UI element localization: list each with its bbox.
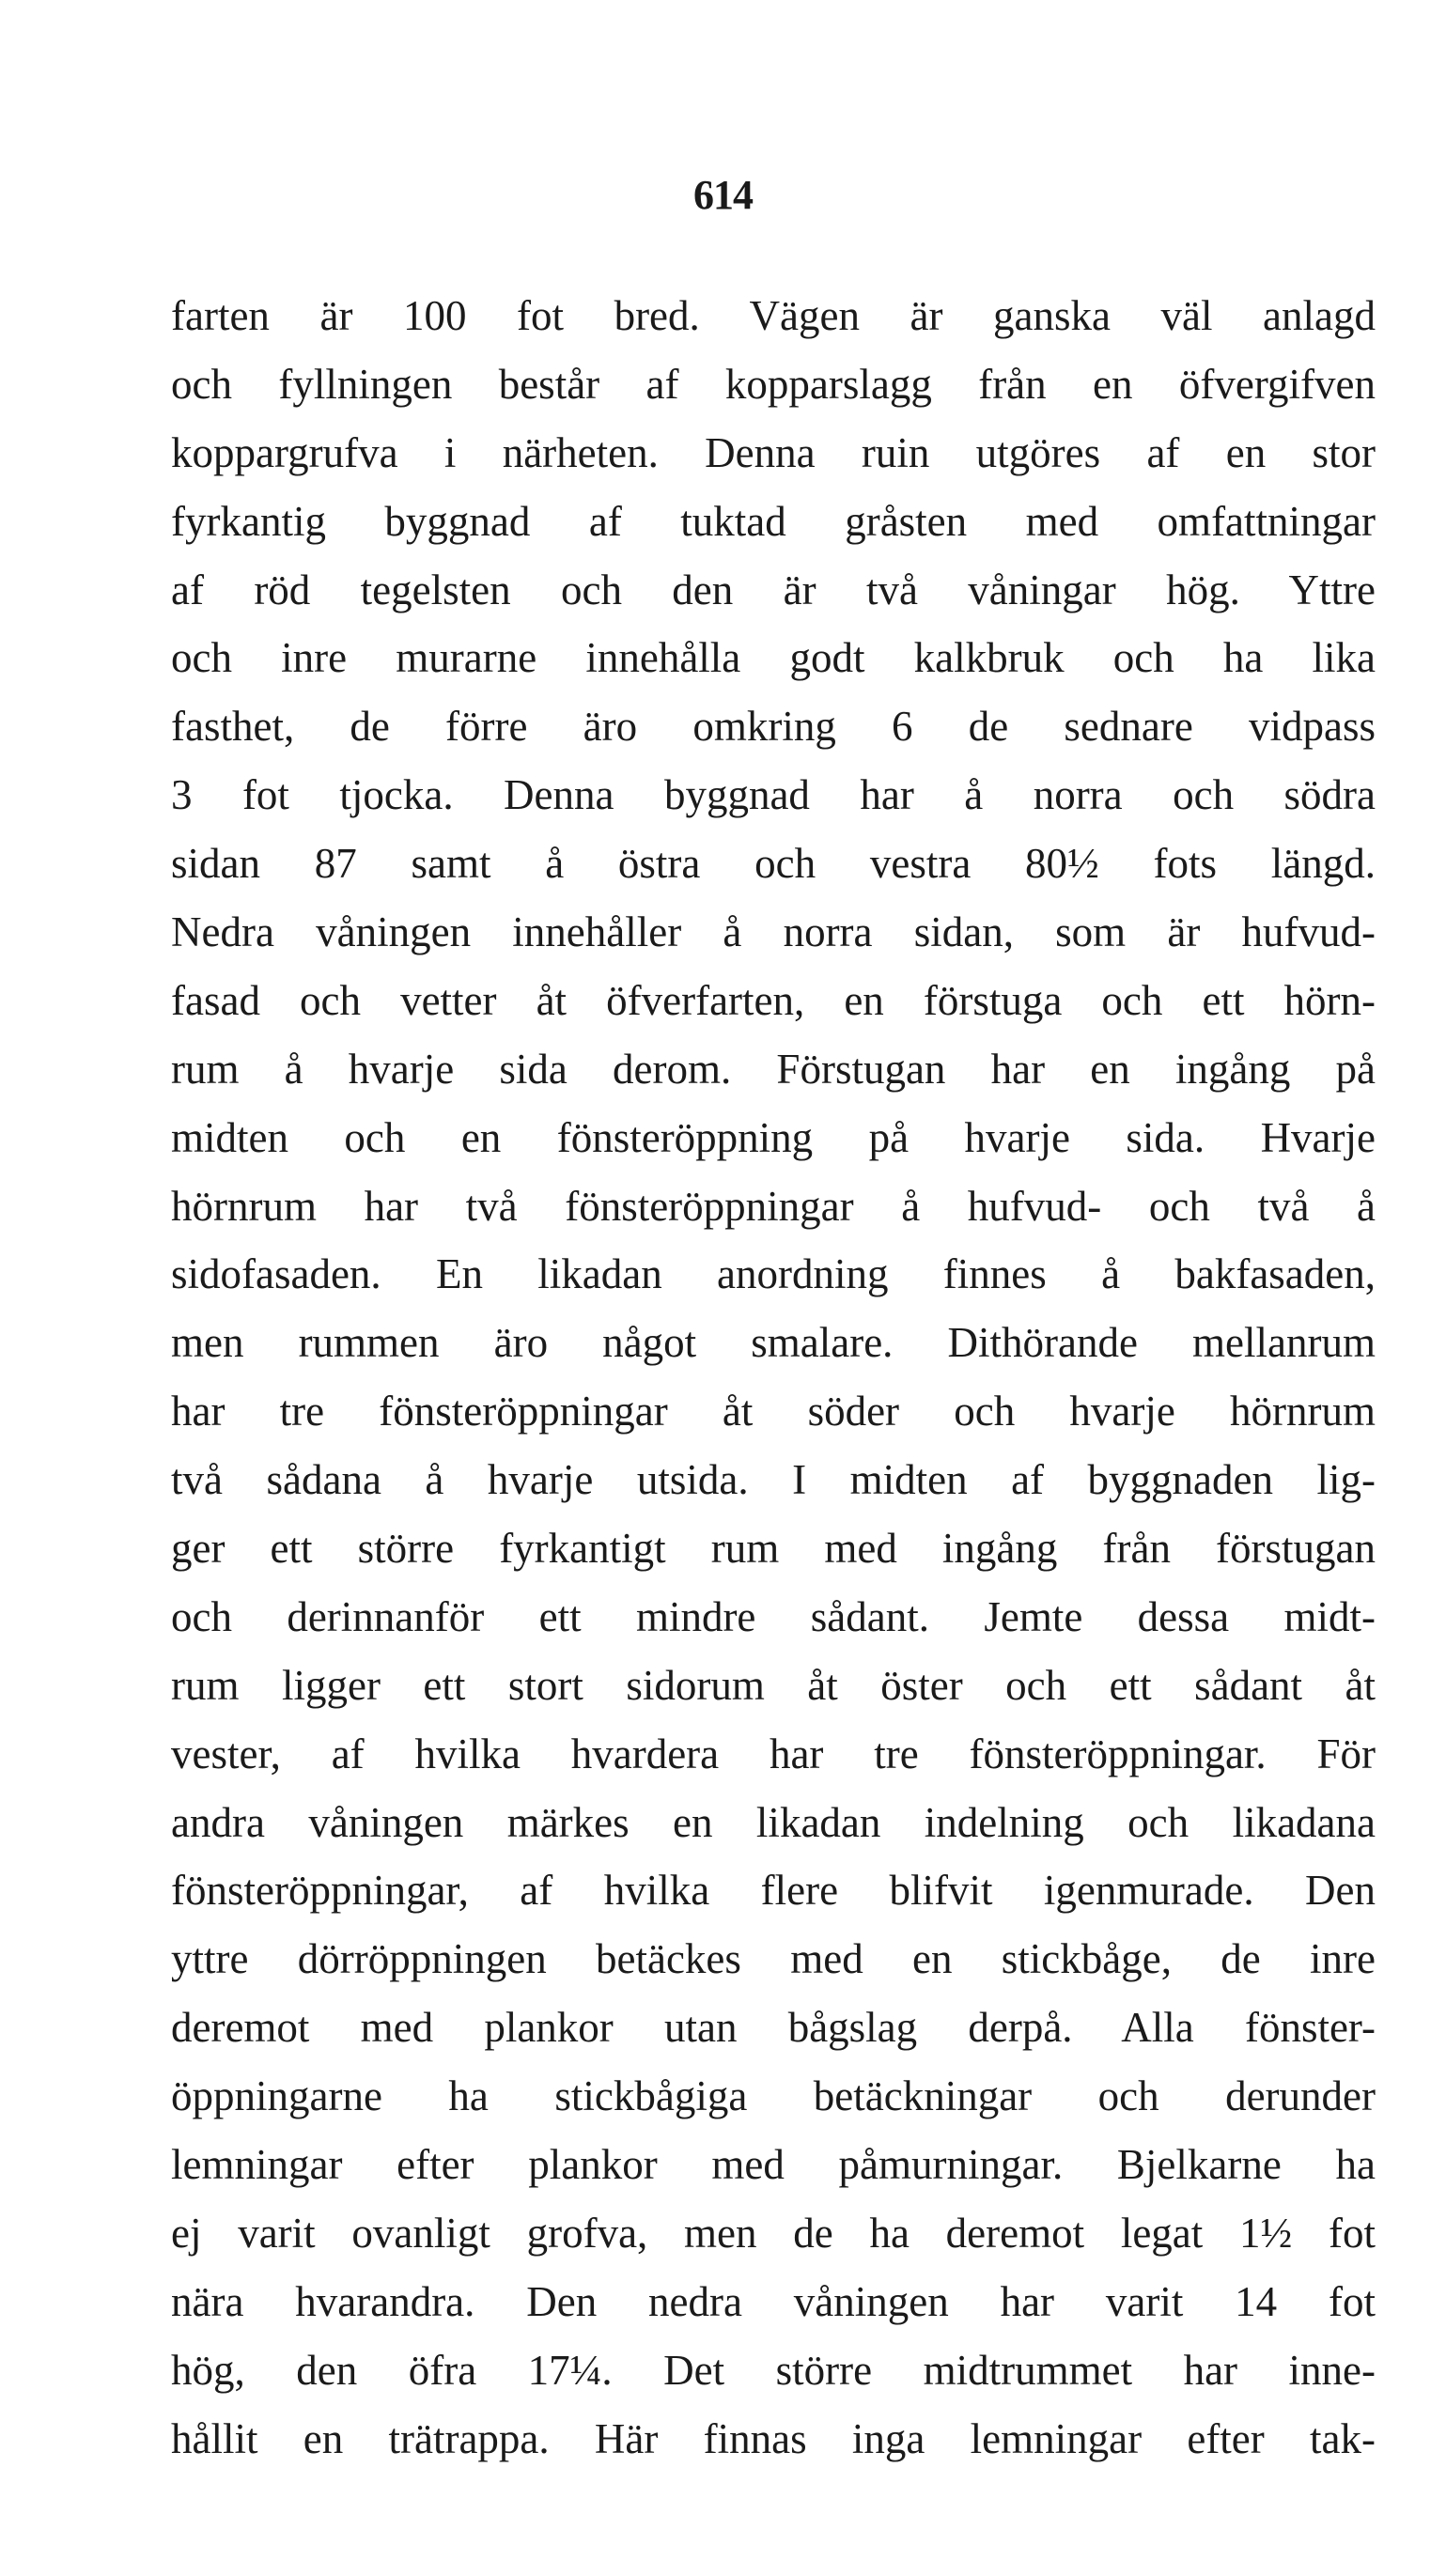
text-line: två sådana å hvarje utsida. I midten af byggnaden lig- [171,1456,1376,1504]
text-line: andra våningen märkes en likadan indelning och likadana [171,1798,1376,1846]
text-line: fönsteröppningar, af hvilka flere blifvit igenmurade. Den [171,1867,1376,1915]
text-line: hållit en trätrappa. Här finnas inga lemningar efter tak- [171,2414,1376,2462]
text-line: sidan 87 samt å östra och vestra 80½ fots längd. [171,840,1376,888]
text-line: hög, den öfra 17¼. Det större midtrummet har inne- [171,2346,1376,2394]
text-line: koppargrufva i närheten. Denna ruin utgöres af en stor [171,428,1376,476]
text-line: hörnrum har två fönsteröppningar å hufvud- och två å [171,1182,1376,1230]
text-line: midten och en fönsteröppning på hvarje sida. Hvarje [171,1113,1376,1161]
text-line: ger ett större fyrkantigt rum med ingång från förstugan [171,1525,1376,1573]
text-line: fasad och vetter åt öfverfarten, en förstuga och ett hörn- [171,976,1376,1024]
text-line: ej varit ovanligt grofva, men de ha deremot legat 1½ fot [171,2209,1376,2257]
text-line: rum ligger ett stort sidorum åt öster och ett sådant åt [171,1661,1376,1709]
text-line: deremot med plankor utan bågslag derpå. Alla fönster- [171,2004,1376,2052]
text-line: sidofasaden. En likadan anordning finnes å bakfasaden, [171,1250,1376,1298]
text-line: har tre fönsteröppningar åt söder och hvarje hörnrum [171,1388,1376,1435]
text-line: vester, af hvilka hvardera har tre fönsteröppningar. För [171,1730,1376,1777]
text-line: och fyllningen består af kopparslagg från en öfvergifven [171,360,1376,408]
page-number: 614 [693,172,753,218]
text-line: men rummen äro något smalare. Dithörande mellanrum [171,1319,1376,1367]
text-line: af röd tegelsten och den är två våningar hög. Yttre [171,566,1376,613]
text-line: och inre murarne innehålla godt kalkbruk och ha lika [171,634,1376,682]
text-line: 3 fot tjocka. Denna byggnad har å norra och södra [171,771,1376,819]
text-line: och derinnanför ett mindre sådant. Jemte dessa midt- [171,1592,1376,1640]
text-line: farten är 100 fot bred. Vägen är ganska väl anlagd [171,292,1376,339]
text-line: fyrkantig byggnad af tuktad gråsten med omfattningar [171,497,1376,545]
text-line: fasthet, de förre äro omkring 6 de sednare vidpass [171,703,1376,751]
body-text [171,282,1376,2474]
text-line: öppningarne ha stickbågiga betäckningar och derunder [171,2072,1376,2120]
text-line: rum å hvarje sida derom. Förstugan har en ingång på [171,1045,1376,1093]
text-line: Nedra våningen innehåller å norra sidan, som är hufvud- [171,908,1376,956]
text-line: yttre dörröppningen betäckes med en stickbåge, de inre [171,1935,1376,1983]
text-line: nära hvarandra. Den nedra våningen har varit 14 fot [171,2277,1376,2325]
text-line: lemningar efter plankor med påmurningar. Bjelkarne ha [171,2141,1376,2189]
